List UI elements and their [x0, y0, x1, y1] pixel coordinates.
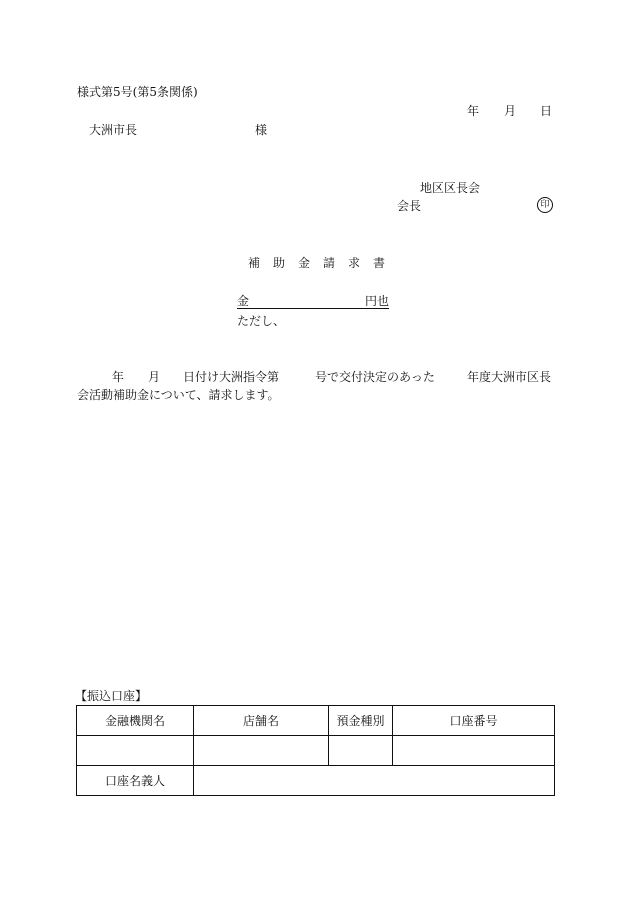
header-account-number: 口座番号 [393, 706, 555, 736]
cell-account-type[interactable] [329, 736, 393, 766]
account-entry-row [77, 736, 555, 766]
header-branch: 店舗名 [194, 706, 329, 736]
chairman-label: 会長 [397, 199, 422, 213]
addressee-mayor: 大洲市長 [89, 123, 138, 137]
body-month: 月 [148, 370, 161, 384]
body-dated-ref: 日付け大洲指令第 [183, 370, 280, 384]
proviso-text: ただし、 [237, 314, 286, 328]
header-account-holder: 口座名義人 [77, 766, 194, 796]
body-year: 年 [112, 370, 125, 384]
body-paragraph-line2: 会活動補助金について、請求します。 [77, 388, 280, 402]
cell-account-holder[interactable] [194, 766, 555, 796]
seal-icon: 印 [537, 197, 553, 213]
header-bank-name: 金融機関名 [77, 706, 194, 736]
header-account-type: 預金種別 [329, 706, 393, 736]
account-holder-row [77, 766, 555, 796]
district-association-label: 地区区長会 [420, 181, 481, 195]
body-paragraph-line1 [77, 370, 557, 384]
cell-account-number[interactable] [393, 736, 555, 766]
cell-branch[interactable] [194, 736, 329, 766]
cell-bank-name[interactable] [77, 736, 194, 766]
account-heading: 【振込口座】 [75, 689, 148, 703]
amount-prefix: 金 [237, 294, 250, 308]
date-year-label: 年 [467, 104, 480, 118]
account-table [76, 705, 555, 796]
amount-field [237, 294, 389, 309]
amount-suffix: 円也 [364, 294, 389, 308]
document-title: 補助金請求書 [248, 256, 399, 270]
form-number: 様式第5号(第5条関係) [77, 85, 198, 99]
account-header-row [77, 706, 555, 736]
addressee-honorific: 様 [255, 123, 268, 137]
date-month-label: 月 [504, 104, 517, 118]
body-fiscal: 年度大洲市区長 [467, 370, 552, 384]
body-decision: 号で交付決定のあった [315, 370, 435, 384]
date-day-label: 日 [540, 104, 553, 118]
